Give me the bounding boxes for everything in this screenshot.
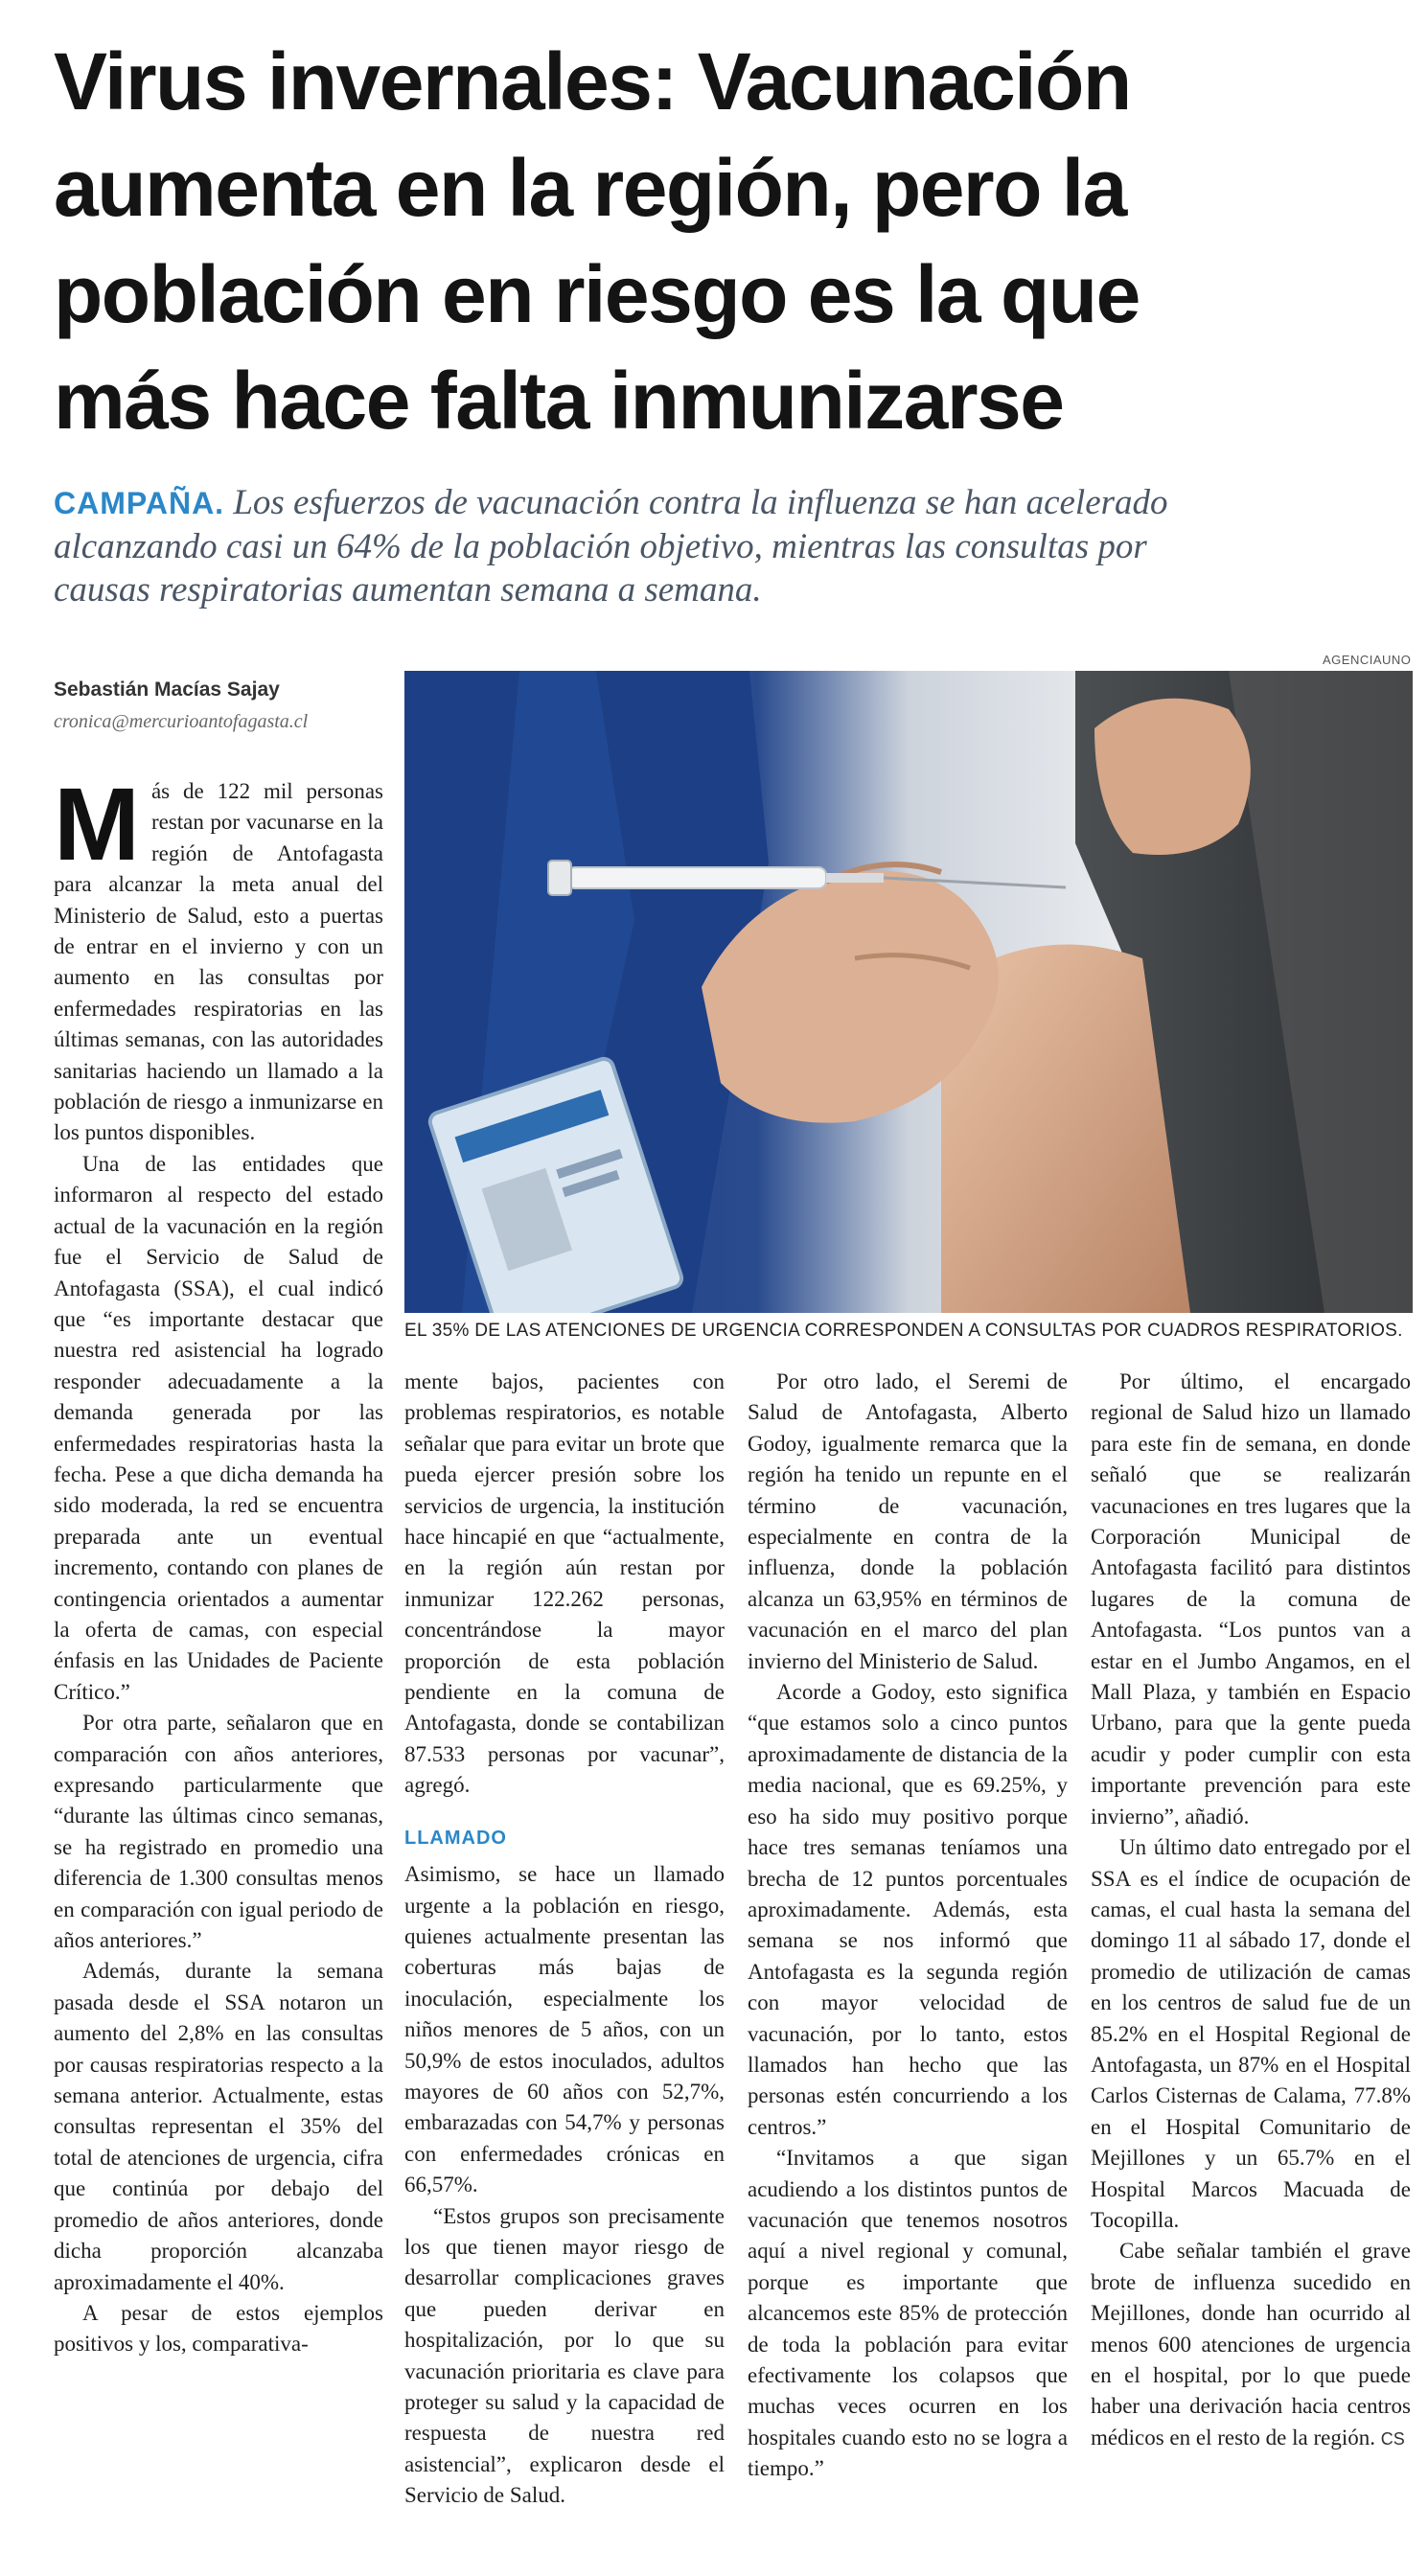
end-mark-icon: CS [1380,2428,1405,2449]
author-email: cronica@mercurioantofagasta.cl [54,711,309,732]
headline-line: Virus invernales: Vacunación [54,36,1131,126]
deck-line: causas respiratorias aumentan semana a semana. [54,570,762,610]
paragraph-text: Cabe señalar también el grave brote de influenza sucedido en Mejillones, donde han ocurrido al menos 600 atenciones de urgencia en el hospital, por lo que puede haber una derivación hacia centros médicos en el resto de la región. [1091,2239,1411,2450]
article-column-1 [54,766,383,2360]
article-column-2 [404,1367,725,2512]
photo-caption: EL 35% DE LAS ATENCIONES DE URGENCIA CORRESPONDEN A CONSULTAS POR CUADROS RESPIRATORIOS. [404,1321,1403,1341]
article-paragraph [1091,2236,1411,2454]
paragraph-text: ás de 122 mil personas restan por vacunarse en la región de Antofagasta para alcanzar la meta anual del Ministerio de Salud, esto a puertas de entrar en el invierno y con un aumento en las consultas por enfermedades respiratorias en las últimas semanas, con las autoridades sanitarias haciendo un llamado a la población de riesgo a inmunizarse en los puntos disponibles. [54,779,383,1145]
article-column-4 [1091,1367,1411,2454]
article-paragraph: “Estos grupos son precisamente los que tienen mayor riesgo de desarrollar complicaciones graves que pueden derivar en hospitalización, por lo que su vacunación prioritaria es clave para proteger su salud y la capacidad de respuesta de nuestra red asistencial”, explicaron desde el Servicio de Salud. [404,2203,725,2508]
drop-cap: M [54,766,140,882]
article-paragraph: Acorde a Godoy, esto significa “que estamos solo a cinco puntos aproximadamente de distancia de la media nacional, que es 69.25%, y eso ha sido muy positivo porque hace tres semanas teníamos una brecha de 12 puntos porcentuales aproximadamente. Además, esta semana se nos informó que Antofagasta es la segunda región con mayor velocidad de vacunación, por lo tanto, estos llamados han hecho que las personas estén concurriendo a los centros.” [748,1680,1068,2139]
deck-kicker: CAMPAÑA. [54,486,225,520]
headline-line: aumenta en la región, pero la [54,143,1126,233]
photo-credit: AGENCIAUNO [1323,653,1412,667]
article-paragraph: Un último dato entregado por el SSA es el índice de ocupación de camas, el cual hasta la semana del domingo 11 al sábado 17, donde el promedio de utilización de camas en los centros de salud fue de un 85.2% en el Hospital Regional de Antofagasta, un 87% en el Hospital Carlos Cisternas de Calama, 77.8% en el Hospital Comunitario de Mejillones y un 65.7% en el Hospital Marcos Macuada de Tocopilla. [1091,1835,1411,2232]
article-photo [404,671,1413,1313]
article-paragraph: Por último, el encargado regional de Salud hizo un llamado para este fin de semana, en donde señaló que se realizarán vacunaciones en tres lugares que la Corporación Municipal de Antofagasta facilitó para distintos lugares de la comuna de Antofagasta. “Los puntos van a estar en el Jumbo Angamos, en el Mall Plaza, y también en Espacio Urbano, para que la gente pueda acudir y poder cumplir con esta importante prevención para este invierno”, añadió. [1091,1369,1411,1828]
article-paragraph: Una de las entidades que informaron al respecto del estado actual de la vacunación en la región fue el Servicio de Salud de Antofagasta (SSA), el cual indicó que “es importante destacar que nuestra red asistencial ha logrado responder adecuadamente a la demanda generada por las enfermedades respiratorias hasta la fecha. Pese a que dicha demanda ha sido moderada, la red se encuentra preparada ante un eventual incremento, contando con planes de contingencia orientados a aumentar la oferta de camas, con especial énfasis en las Unidades de Paciente Crítico.” [54,1151,383,1704]
article-paragraph: Por otro lado, el Seremi de Salud de Antofagasta, Alberto Godoy, igualmente remarca que la región ha tenido un repunte en el término de vacunación, especialmente en contra de la influenza, donde la población alcanza un 63,95% en términos de vacunación en el marco del plan invierno del Ministerio de Salud. [748,1369,1068,1673]
headline [54,29,1395,454]
article-paragraph: “Invitamos a que sigan acudiendo a los distintos puntos de vacunación que tenemos nosotros aquí a nivel regional y comunal, porque es importante que alcancemos este 85% de protección de toda la población para evitar efectivamente los colapsos que muchas veces ocurren en los hospitales cuando esto no se logra a tiempo.” [748,2146,1068,2481]
deck-line [54,481,1395,525]
article-column-3 [748,1367,1068,2485]
headline-line: población en riesgo es la que [54,249,1140,339]
article-paragraph: Por otra parte, señalaron que en comparación con años anteriores, expresando particularmente que “durante las últimas cinco semanas, se ha registrado en promedio una diferencia de 1.300 consultas menos en comparación con igual periodo de años anteriores.” [54,1711,383,1953]
section-subhead: LLAMADO [404,1827,507,1849]
article-paragraph: A pesar de estos ejemplos positivos y los, comparativa- [54,2300,383,2357]
deck-text: Los esfuerzos de vacunación contra la influenza se han acelerado [233,483,1168,522]
article-paragraph: Asimismo, se hace un llamado urgente a la población en riesgo, quienes actualmente presentan las coberturas más bajas de inoculación, especialmente los niños menores de 5 años, con un 50,9% de estos inoculados, adultos mayores de 60 años con 52,7%, embarazadas con 54,7% y personas con enfermedades crónicas en 66,57%. [404,1862,725,2197]
article-paragraph: Además, durante la semana pasada desde el SSA notaron un aumento del 2,8% en las consultas por causas respiratorias respecto a la semana anterior. Actualmente, estas consultas representan el 35% del total de atenciones de urgencia, cifra que continúa por debajo del promedio de años anteriores, donde dicha proporción alcanzaba aproximadamente el 40%. [54,1959,383,2294]
headline-line: más hace falta inmunizarse [54,356,1064,446]
author-name: Sebastián Macías Sajay [54,678,280,701]
deck [54,481,1395,611]
vaccination-photo-illustration [404,671,1413,1313]
byline [54,678,380,733]
article-paragraph [54,766,383,1149]
article-paragraph: mente bajos, pacientes con problemas respiratorios, es notable señalar que para evitar un brote que pueda ejercer presión sobre los servicios de urgencia, la institución hace hincapié en que “actualmente, en la región aún restan por inmunizar 122.262 personas, concentrándose la mayor proporción de esta población pendiente en la comuna de Antofagasta, donde se contabilizan 87.533 personas por vacunar”, agregó. [404,1369,725,1798]
deck-line: alcanzando casi un 64% de la población objetivo, mientras las consultas por [54,527,1147,566]
